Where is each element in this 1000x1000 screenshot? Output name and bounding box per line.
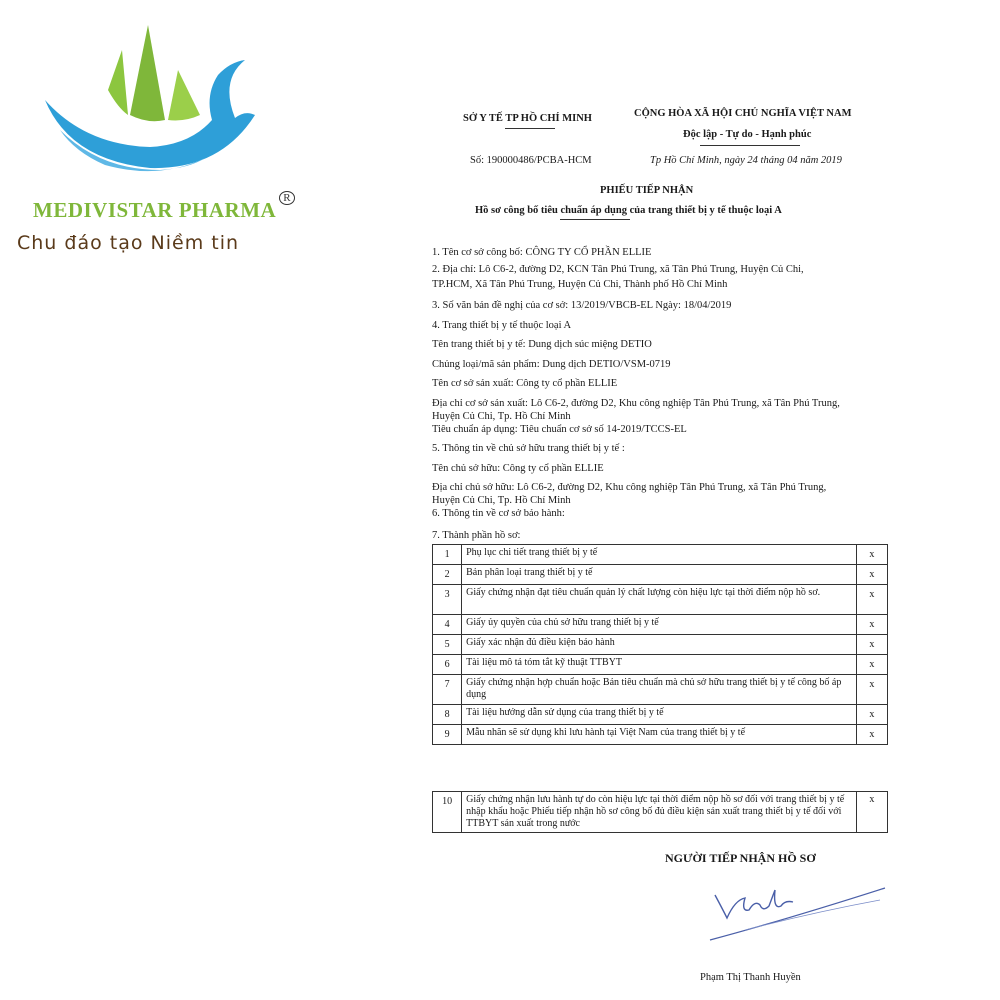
document-number: Số: 190000486/PCBA-HCM: [470, 155, 592, 166]
header-right-underline: [700, 145, 800, 146]
table-row: [433, 725, 888, 745]
doc-title: PHIẾU TIẾP NHẬN: [600, 185, 694, 196]
item-number: 6: [433, 655, 462, 675]
item-mark: x: [856, 675, 887, 705]
document-items-table: [432, 544, 888, 745]
item-mark: x: [856, 655, 887, 675]
line-4-name: Tên trang thiết bị y tế: Dung dịch súc miệng DETIO: [432, 339, 652, 350]
item-number: 4: [433, 615, 462, 635]
line-2a: 2. Địa chỉ: Lô C6-2, đường D2, KCN Tân Phú Trung, xã Tân Phú Trung, Huyện Củ Chi,: [432, 264, 804, 275]
line-4-mfr: Tên cơ sở sản xuất: Công ty cổ phần ELLIE: [432, 378, 618, 389]
table-row: [433, 675, 888, 705]
item-number: 8: [433, 705, 462, 725]
table-row: [433, 792, 888, 833]
line-3: 3. Số văn bản đề nghị của cơ sở: 13/2019/VBCB-EL Ngày: 18/04/2019: [432, 300, 732, 311]
line-6: 6. Thông tin về cơ sở bảo hành:: [432, 508, 565, 519]
item-description: Giấy chứng nhận lưu hành tự do còn hiệu lực tại thời điểm nộp hồ sơ đối với trang thiết bị y tế nhập khẩu hoặc Phiếu tiếp nhận hồ sơ công bố đủ điều kiện sản xuất trang thiết bị y tế đối với TTBYT sản xuất trong nước: [462, 792, 857, 833]
brand-tagline: Chu đáo tạo Niềm tin: [17, 232, 240, 254]
item-description: Tài liệu mô tả tóm tắt kỹ thuật TTBYT: [462, 655, 857, 675]
item-mark: x: [856, 705, 887, 725]
place-date: Tp Hồ Chí Minh, ngày 24 tháng 04 năm 2019: [650, 155, 842, 166]
item-mark: x: [856, 635, 887, 655]
item-description: Giấy ủy quyền của chủ sở hữu trang thiết bị y tế: [462, 615, 857, 635]
item-mark: x: [856, 725, 887, 745]
line-4: 4. Trang thiết bị y tế thuộc loại A: [432, 320, 572, 331]
doc-subtitle: Hồ sơ công bố tiêu chuẩn áp dụng của trang thiết bị y tế thuộc loại A: [475, 205, 782, 216]
item-mark: x: [856, 792, 887, 833]
item-description: Phụ lục chi tiết trang thiết bị y tế: [462, 545, 857, 565]
item-number: 5: [433, 635, 462, 655]
line-5-owner: Tên chủ sở hữu: Công ty cổ phần ELLIE: [432, 463, 604, 474]
item-number: 9: [433, 725, 462, 745]
item-description: Tài liệu hướng dẫn sử dụng của trang thiết bị y tế: [462, 705, 857, 725]
item-description: Bản phân loại trang thiết bị y tế: [462, 565, 857, 585]
line-7: 7. Thành phần hồ sơ:: [432, 530, 521, 541]
item-number: 7: [433, 675, 462, 705]
item-description: Mẫu nhãn sẽ sử dụng khi lưu hành tại Việt Nam của trang thiết bị y tế: [462, 725, 857, 745]
line-5-addr-a: Địa chỉ chủ sở hữu: Lô C6-2, đường D2, Khu công nghiệp Tân Phú Trung, xã Tân Phú Trung,: [432, 482, 827, 493]
doc-subtitle-underline: [560, 219, 630, 220]
header-left-underline: [505, 128, 555, 129]
table-row: [433, 565, 888, 585]
item-mark: x: [856, 565, 887, 585]
table-row: [433, 585, 888, 615]
line-4-addr-b: Huyện Củ Chi, Tp. Hồ Chí Minh: [432, 411, 571, 422]
item-mark: x: [856, 585, 887, 615]
header-left-org: SỞ Y TẾ TP HỒ CHÍ MINH: [463, 113, 592, 124]
line-2b: TP.HCM, Xã Tân Phú Trung, Huyện Củ Chi, Thành phố Hồ Chí Minh: [432, 279, 728, 290]
item-description: Giấy chứng nhận đạt tiêu chuẩn quản lý chất lượng còn hiệu lực tại thời điểm nộp hồ sơ.: [462, 585, 857, 615]
receiver-title: NGƯỜI TIẾP NHẬN HỒ SƠ: [665, 851, 816, 865]
item-mark: x: [856, 545, 887, 565]
registered-mark: R: [279, 191, 295, 205]
item-mark: x: [856, 615, 887, 635]
item-number: 1: [433, 545, 462, 565]
table-row: [433, 655, 888, 675]
line-4-std: Tiêu chuẩn áp dụng: Tiêu chuẩn cơ sở số 14-2019/TCCS-EL: [432, 424, 687, 435]
line-1: 1. Tên cơ sở công bố: CÔNG TY CỔ PHẦN ELLIE: [432, 247, 652, 258]
table-row: [433, 635, 888, 655]
header-right-title: CỘNG HÒA XÃ HỘI CHỦ NGHĨA VIỆT NAM: [634, 108, 852, 119]
line-4-addr-a: Địa chỉ cơ sở sản xuất: Lô C6-2, đường D2, Khu công nghiệp Tân Phú Trung, xã Tân Phú Trung,: [432, 398, 840, 409]
table-row: [433, 615, 888, 635]
receiver-name: Phạm Thị Thanh Huyền: [700, 972, 801, 983]
line-5-addr-b: Huyện Củ Chi, Tp. Hồ Chí Minh: [432, 495, 571, 506]
table-row: [433, 705, 888, 725]
signature-icon: [705, 880, 895, 950]
header-right-motto: Độc lập - Tự do - Hạnh phúc: [683, 129, 812, 140]
table-row: [433, 545, 888, 565]
item-description: Giấy xác nhận đủ điều kiện bảo hành: [462, 635, 857, 655]
item-number: 3: [433, 585, 462, 615]
item-number: 10: [433, 792, 462, 833]
item-description: Giấy chứng nhận hợp chuẩn hoặc Bản tiêu chuẩn mà chủ sở hữu trang thiết bị y tế công bố áp dụng: [462, 675, 857, 705]
document-item-10-table: [432, 791, 888, 833]
line-5: 5. Thông tin về chủ sở hữu trang thiết bị y tế :: [432, 443, 625, 454]
brand-name: MEDIVISTAR PHARMA $^R$: [33, 198, 295, 223]
item-number: 2: [433, 565, 462, 585]
line-4-type: Chủng loại/mã sản phẩm: Dung dịch DETIO/VSM-0719: [432, 359, 671, 370]
